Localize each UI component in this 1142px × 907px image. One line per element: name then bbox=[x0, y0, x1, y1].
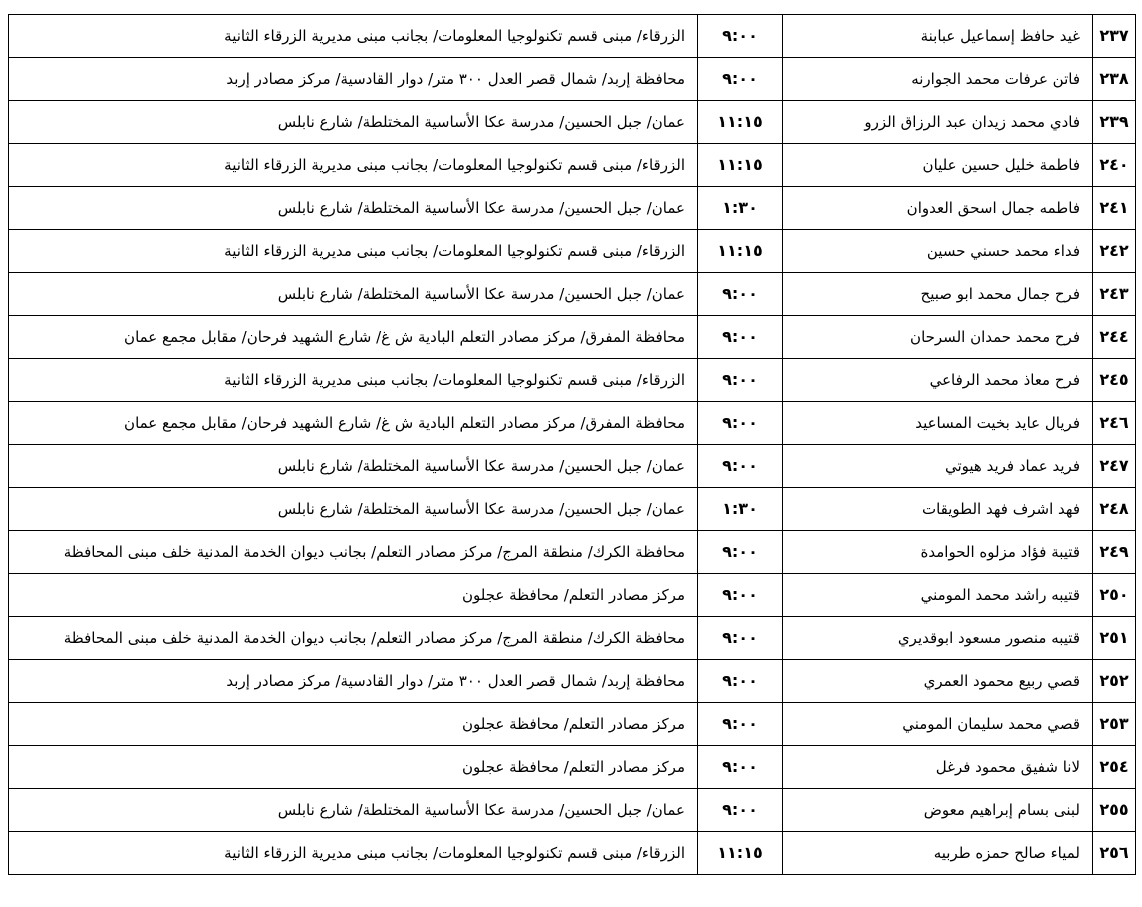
appointment-time: ١١:١٥ bbox=[698, 101, 783, 144]
appointment-time: ٩:٠٠ bbox=[698, 789, 783, 832]
appointment-time: ٩:٠٠ bbox=[698, 15, 783, 58]
table-row bbox=[9, 58, 1136, 101]
table-row bbox=[9, 359, 1136, 402]
appointment-time: ٩:٠٠ bbox=[698, 703, 783, 746]
row-number: ٢٤٤ bbox=[1093, 316, 1136, 359]
exam-location: محافظة الكرك/ منطقة المرج/ مركز مصادر التعلم/ بجانب ديوان الخدمة المدنية خلف مبنى المحافظة bbox=[9, 617, 698, 660]
appointment-time: ٩:٠٠ bbox=[698, 445, 783, 488]
person-name: فريال عايد بخيت المساعيد bbox=[783, 402, 1093, 445]
exam-location: الزرقاء/ مبنى قسم تكنولوجيا المعلومات/ بجانب مبنى مديرية الزرقاء الثانية bbox=[9, 230, 698, 273]
row-number: ٢٣٧ bbox=[1093, 15, 1136, 58]
table-row bbox=[9, 746, 1136, 789]
person-name: قتيبه منصور مسعود ابوقديري bbox=[783, 617, 1093, 660]
person-name: فرح معاذ محمد الرفاعي bbox=[783, 359, 1093, 402]
appointment-time: ٩:٠٠ bbox=[698, 531, 783, 574]
row-number: ٢٤٠ bbox=[1093, 144, 1136, 187]
table-row bbox=[9, 445, 1136, 488]
exam-location: محافظة الكرك/ منطقة المرج/ مركز مصادر التعلم/ بجانب ديوان الخدمة المدنية خلف مبنى المحافظة bbox=[9, 531, 698, 574]
row-number: ٢٤٧ bbox=[1093, 445, 1136, 488]
row-number: ٢٥٣ bbox=[1093, 703, 1136, 746]
schedule-table bbox=[8, 14, 1136, 875]
schedule-body bbox=[9, 15, 1136, 875]
appointment-time: ٩:٠٠ bbox=[698, 58, 783, 101]
exam-location: محافظة المفرق/ مركز مصادر التعلم البادية ش غ/ شارع الشهيد فرحان/ مقابل مجمع عمان bbox=[9, 316, 698, 359]
table-row bbox=[9, 230, 1136, 273]
appointment-time: ٩:٠٠ bbox=[698, 574, 783, 617]
appointment-time: ١:٣٠ bbox=[698, 488, 783, 531]
person-name: لمياء صالح حمزه طربيه bbox=[783, 832, 1093, 875]
exam-location: الزرقاء/ مبنى قسم تكنولوجيا المعلومات/ بجانب مبنى مديرية الزرقاء الثانية bbox=[9, 832, 698, 875]
exam-location: الزرقاء/ مبنى قسم تكنولوجيا المعلومات/ بجانب مبنى مديرية الزرقاء الثانية bbox=[9, 144, 698, 187]
table-row bbox=[9, 703, 1136, 746]
table-row bbox=[9, 789, 1136, 832]
table-row bbox=[9, 832, 1136, 875]
row-number: ٢٥٥ bbox=[1093, 789, 1136, 832]
row-number: ٢٤٦ bbox=[1093, 402, 1136, 445]
appointment-time: ٩:٠٠ bbox=[698, 617, 783, 660]
exam-location: عمان/ جبل الحسين/ مدرسة عكا الأساسية المختلطة/ شارع نابلس bbox=[9, 488, 698, 531]
exam-location: عمان/ جبل الحسين/ مدرسة عكا الأساسية المختلطة/ شارع نابلس bbox=[9, 273, 698, 316]
person-name: لبنى بسام إبراهيم معوض bbox=[783, 789, 1093, 832]
person-name: لانا شفيق محمود فرغل bbox=[783, 746, 1093, 789]
exam-location: عمان/ جبل الحسين/ مدرسة عكا الأساسية المختلطة/ شارع نابلس bbox=[9, 187, 698, 230]
row-number: ٢٣٨ bbox=[1093, 58, 1136, 101]
row-number: ٢٤٨ bbox=[1093, 488, 1136, 531]
appointment-time: ١١:١٥ bbox=[698, 832, 783, 875]
exam-location: محافظة إربد/ شمال قصر العدل ٣٠٠ متر/ دوار القادسية/ مركز مصادر إربد bbox=[9, 660, 698, 703]
appointment-time: ١١:١٥ bbox=[698, 144, 783, 187]
row-number: ٢٥٢ bbox=[1093, 660, 1136, 703]
appointment-time: ٩:٠٠ bbox=[698, 660, 783, 703]
row-number: ٢٥٤ bbox=[1093, 746, 1136, 789]
person-name: قصي ربيع محمود العمري bbox=[783, 660, 1093, 703]
table-row bbox=[9, 15, 1136, 58]
exam-location: مركز مصادر التعلم/ محافظة عجلون bbox=[9, 574, 698, 617]
table-row bbox=[9, 402, 1136, 445]
row-number: ٢٥٦ bbox=[1093, 832, 1136, 875]
row-number: ٢٤٥ bbox=[1093, 359, 1136, 402]
table-row bbox=[9, 531, 1136, 574]
row-number: ٢٤٩ bbox=[1093, 531, 1136, 574]
table-row bbox=[9, 617, 1136, 660]
person-name: فريد عماد فريد هيوتي bbox=[783, 445, 1093, 488]
exam-location: الزرقاء/ مبنى قسم تكنولوجيا المعلومات/ بجانب مبنى مديرية الزرقاء الثانية bbox=[9, 359, 698, 402]
table-row bbox=[9, 488, 1136, 531]
table-row bbox=[9, 574, 1136, 617]
exam-location: الزرقاء/ مبنى قسم تكنولوجيا المعلومات/ بجانب مبنى مديرية الزرقاء الثانية bbox=[9, 15, 698, 58]
appointment-time: ٩:٠٠ bbox=[698, 359, 783, 402]
person-name: فهد اشرف فهد الطويقات bbox=[783, 488, 1093, 531]
table-row bbox=[9, 273, 1136, 316]
row-number: ٢٤٢ bbox=[1093, 230, 1136, 273]
row-number: ٢٣٩ bbox=[1093, 101, 1136, 144]
appointment-time: ٩:٠٠ bbox=[698, 316, 783, 359]
row-number: ٢٥١ bbox=[1093, 617, 1136, 660]
appointment-time: ٩:٠٠ bbox=[698, 402, 783, 445]
person-name: فرح محمد حمدان السرحان bbox=[783, 316, 1093, 359]
table-row bbox=[9, 660, 1136, 703]
table-row bbox=[9, 316, 1136, 359]
exam-location: مركز مصادر التعلم/ محافظة عجلون bbox=[9, 746, 698, 789]
exam-location: عمان/ جبل الحسين/ مدرسة عكا الأساسية المختلطة/ شارع نابلس bbox=[9, 445, 698, 488]
appointment-time: ١١:١٥ bbox=[698, 230, 783, 273]
exam-location: عمان/ جبل الحسين/ مدرسة عكا الأساسية المختلطة/ شارع نابلس bbox=[9, 101, 698, 144]
row-number: ٢٤١ bbox=[1093, 187, 1136, 230]
person-name: فداء محمد حسني حسين bbox=[783, 230, 1093, 273]
exam-location: محافظة المفرق/ مركز مصادر التعلم البادية ش غ/ شارع الشهيد فرحان/ مقابل مجمع عمان bbox=[9, 402, 698, 445]
row-number: ٢٥٠ bbox=[1093, 574, 1136, 617]
person-name: فرح جمال محمد ابو صبيح bbox=[783, 273, 1093, 316]
person-name: فاطمة خليل حسين عليان bbox=[783, 144, 1093, 187]
exam-location: مركز مصادر التعلم/ محافظة عجلون bbox=[9, 703, 698, 746]
person-name: غيد حافظ إسماعيل عبابنة bbox=[783, 15, 1093, 58]
person-name: قتيبه راشد محمد المومني bbox=[783, 574, 1093, 617]
table-row bbox=[9, 187, 1136, 230]
table-row bbox=[9, 144, 1136, 187]
appointment-time: ١:٣٠ bbox=[698, 187, 783, 230]
exam-location: محافظة إربد/ شمال قصر العدل ٣٠٠ متر/ دوار القادسية/ مركز مصادر إربد bbox=[9, 58, 698, 101]
person-name: فاتن عرفات محمد الجوارنه bbox=[783, 58, 1093, 101]
table-row bbox=[9, 101, 1136, 144]
person-name: قصي محمد سليمان المومني bbox=[783, 703, 1093, 746]
appointment-time: ٩:٠٠ bbox=[698, 273, 783, 316]
person-name: فادي محمد زيدان عبد الرزاق الزرو bbox=[783, 101, 1093, 144]
person-name: فاطمه جمال اسحق العدوان bbox=[783, 187, 1093, 230]
person-name: قتيبة فؤاد مزلوه الحوامدة bbox=[783, 531, 1093, 574]
exam-location: عمان/ جبل الحسين/ مدرسة عكا الأساسية المختلطة/ شارع نابلس bbox=[9, 789, 698, 832]
row-number: ٢٤٣ bbox=[1093, 273, 1136, 316]
appointment-time: ٩:٠٠ bbox=[698, 746, 783, 789]
